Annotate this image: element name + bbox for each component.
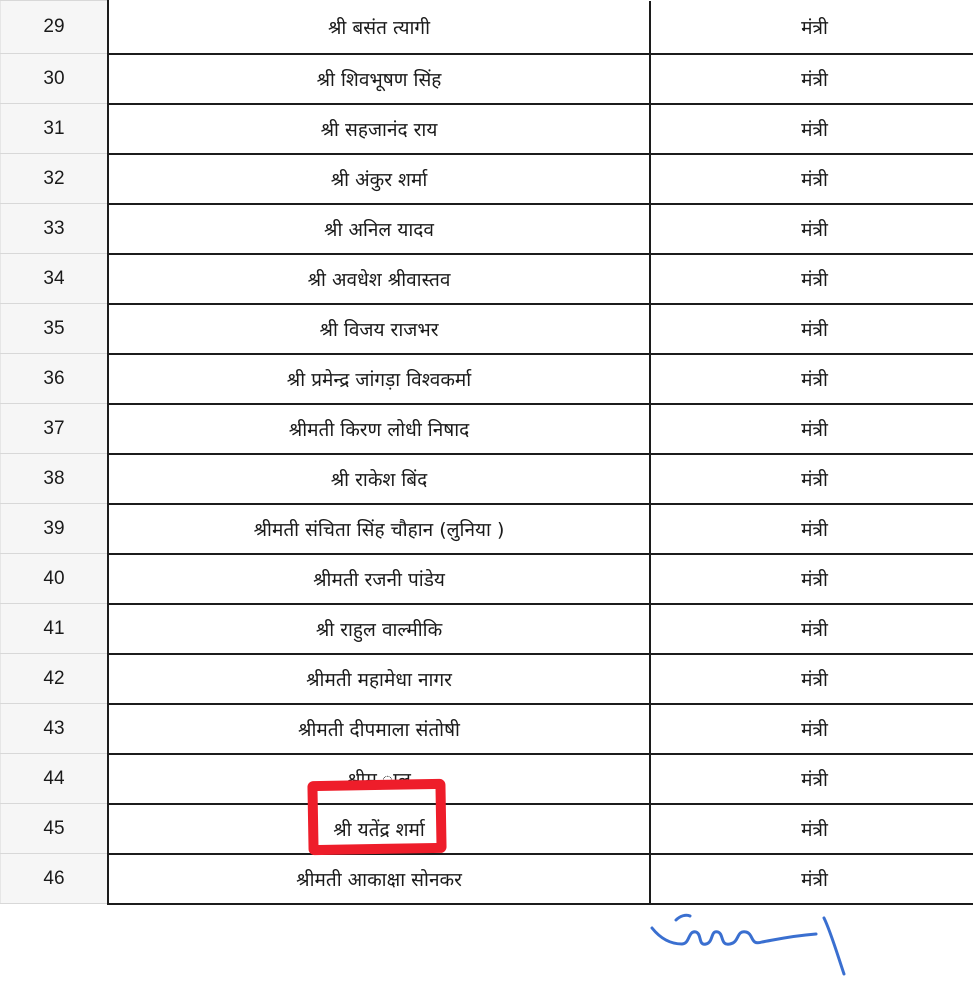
- member-name: श्री शिवभूषण सिंह: [108, 54, 650, 104]
- member-name: श्री सहजानंद राय: [108, 104, 650, 154]
- member-name: श्री प्रमेन्द्र जांगड़ा विश्वकर्मा: [108, 354, 650, 404]
- member-name: श्री बसंत त्यागी: [108, 1, 650, 54]
- serial-number: 33: [1, 204, 109, 254]
- serial-number: 29: [1, 1, 109, 54]
- member-role: मंत्री: [650, 104, 973, 154]
- member-role: मंत्री: [650, 154, 973, 204]
- handwritten-signature: [640, 900, 860, 980]
- member-role: मंत्री: [650, 504, 973, 554]
- serial-number: 44: [1, 754, 109, 804]
- member-role: मंत्री: [650, 554, 973, 604]
- member-role: मंत्री: [650, 704, 973, 754]
- table-row: [1, 504, 973, 554]
- table-row: [1, 1, 973, 54]
- table-row: [1, 604, 973, 654]
- member-role: मंत्री: [650, 754, 973, 804]
- member-name: श्री राहुल वाल्मीकि: [108, 604, 650, 654]
- table-row: [1, 254, 973, 304]
- member-role: मंत्री: [650, 1, 973, 54]
- table-row: [1, 354, 973, 404]
- member-role: मंत्री: [650, 354, 973, 404]
- serial-number: 38: [1, 454, 109, 504]
- table-row: [1, 304, 973, 354]
- table-row: [1, 804, 973, 854]
- table-row: [1, 104, 973, 154]
- member-name: श्री अनिल यादव: [108, 204, 650, 254]
- serial-number: 45: [1, 804, 109, 854]
- table-row: [1, 554, 973, 604]
- serial-number: 30: [1, 54, 109, 104]
- member-role: मंत्री: [650, 804, 973, 854]
- serial-number: 37: [1, 404, 109, 454]
- member-name: श्रीमती रजनी पांडेय: [108, 554, 650, 604]
- table-row: [1, 454, 973, 504]
- member-name: श्री अवधेश श्रीवास्तव: [108, 254, 650, 304]
- serial-number: 42: [1, 654, 109, 704]
- member-role: मंत्री: [650, 254, 973, 304]
- member-name: श्रीम ाल: [108, 754, 650, 804]
- member-role: मंत्री: [650, 654, 973, 704]
- table-row: [1, 754, 973, 804]
- serial-number: 41: [1, 604, 109, 654]
- member-name: श्रीमती किरण लोधी निषाद: [108, 404, 650, 454]
- member-name: श्री यतेंद्र शर्मा: [108, 804, 650, 854]
- member-name: श्रीमती संचिता सिंह चौहान (लुनिया ): [108, 504, 650, 554]
- member-role: मंत्री: [650, 454, 973, 504]
- serial-number: 43: [1, 704, 109, 754]
- table-row: [1, 654, 973, 704]
- member-name: श्री विजय राजभर: [108, 304, 650, 354]
- serial-number: 39: [1, 504, 109, 554]
- member-name: श्रीमती आकाक्षा सोनकर: [108, 854, 650, 904]
- serial-number: 31: [1, 104, 109, 154]
- member-name: श्री अंकुर शर्मा: [108, 154, 650, 204]
- serial-number: 46: [1, 854, 109, 904]
- member-name: श्री राकेश बिंद: [108, 454, 650, 504]
- serial-number: 32: [1, 154, 109, 204]
- table-row: [1, 54, 973, 104]
- serial-number: 36: [1, 354, 109, 404]
- serial-number: 35: [1, 304, 109, 354]
- table-row: [1, 154, 973, 204]
- member-role: मंत्री: [650, 854, 973, 904]
- member-role: मंत्री: [650, 404, 973, 454]
- table-row: [1, 404, 973, 454]
- member-name: श्रीमती महामेधा नागर: [108, 654, 650, 704]
- member-role: मंत्री: [650, 604, 973, 654]
- table-row: [1, 204, 973, 254]
- member-role: मंत्री: [650, 304, 973, 354]
- serial-number: 40: [1, 554, 109, 604]
- member-role: मंत्री: [650, 54, 973, 104]
- member-role: मंत्री: [650, 204, 973, 254]
- table-row: [1, 854, 973, 904]
- table-row: [1, 704, 973, 754]
- member-name: श्रीमती दीपमाला संतोषी: [108, 704, 650, 754]
- serial-number: 34: [1, 254, 109, 304]
